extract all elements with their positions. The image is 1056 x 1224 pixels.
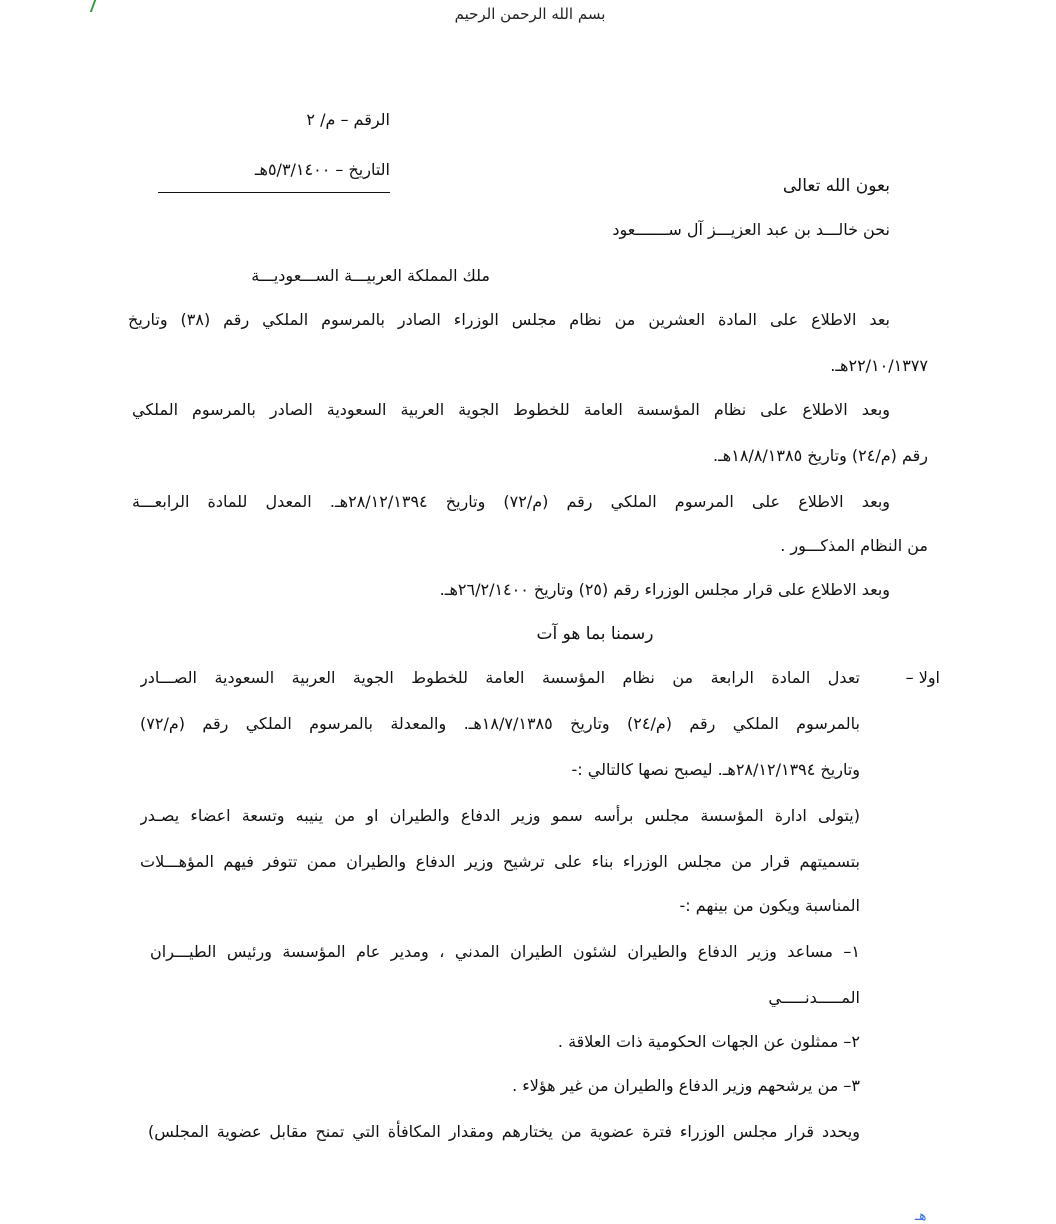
article-text-line-2: بتسميتهم قرار من مجلس الوزراء بناء على ترشيح وزير الدفاع والطيران ممن تتوفر فيهم المؤهـــلات: [140, 852, 860, 871]
list-item-2: ٢– ممثلون عن الجهات الحكومية ذات العلاقة .: [557, 1032, 860, 1051]
sovereign-title: ملك المملكة العربيـــة الســـعوديـــة: [251, 266, 490, 285]
bismillah-header: بسم الله الرحمن الرحيم: [454, 5, 606, 23]
reference-number: الرقم – م/ ٢: [306, 110, 390, 129]
recital-3-line-1: وبعد الاطلاع على المرسوم الملكي رقم (م/٧٢) وتاريخ ٢٨/١٢/١٣٩٤هـ. المعدل للمادة الرابعـــة: [132, 492, 890, 511]
list-item-1-line-2: المـــــدنـــــي: [768, 988, 860, 1007]
closing-clause: ويحدد قرار مجلس الوزراء فترة عضوية من يختارهم ومقدار المكافأة التي تمنح مقابل عضوية المجلس): [148, 1122, 860, 1141]
list-item-3: ٣– من يرشحهم وزير الدفاع والطيران من غير هؤلاء .: [512, 1076, 860, 1095]
recital-4: وبعد الاطلاع على قرار مجلس الوزراء رقم (٢٥) وتاريخ ٢٦/٢/١٤٠٠هـ.: [439, 580, 890, 599]
recital-2-line-1: وبعد الاطلاع على نظام المؤسسة العامة للخطوط الجوية العربية السعودية الصادر بالمرسوم الملكي: [132, 400, 890, 419]
article-1-line-1: تعدل المادة الرابعة من نظام المؤسسة العامة للخطوط الجوية العربية السعودية الصـــادر: [140, 668, 860, 687]
sovereign-name: نحن خالـــد بن عبد العزيـــز آل ســـــــعود: [612, 220, 890, 239]
recital-1-line-1: بعد الاطلاع على المادة العشرين من نظام مجلس الوزراء الصادر بالمرسوم الملكي رقم (٣٨) وتاريخ: [128, 310, 890, 329]
article-1-line-2: بالمرسوم الملكي رقم (م/٢٤) وتاريخ ١٨/٧/١٣٨٥هـ. والمعدلة بالمرسوم الملكي رقم (م/٧٢): [140, 714, 860, 733]
list-item-1-line-1: ١– مساعد وزير الدفاع والطيران لشئون الطيران المدني ، ومدير عام المؤسسة ورئيس الطيـــران: [150, 942, 860, 961]
article-1-label: اولا –: [905, 668, 940, 687]
date-underline: [158, 192, 390, 193]
decree-heading: رسمنا بما هو آت: [536, 624, 654, 644]
article-text-line-3: المناسبة ويكون من بينهم :-: [679, 896, 860, 915]
corner-stamp-mark: [90, 0, 110, 12]
document-date: التاريخ – ٥/٣/١٤٠٠هـ: [254, 160, 390, 179]
recital-3-line-2: من النظام المذكـــور .: [780, 536, 928, 555]
article-1-line-3: وتاريخ ٢٨/١٢/١٣٩٤هـ. ليصبح نصها كالتالي :-: [571, 760, 860, 779]
invocation: بعون الله تعالى: [782, 176, 890, 196]
recital-2-line-2: رقم (م/٢٤) وتاريخ ١٨/٨/١٣٨٥هـ.: [713, 446, 928, 465]
article-text-line-1: (يتولى ادارة المؤسسة مجلس برأسه سمو وزير الدفاع والطيران او من ينيبه وتسعة اعضاء يصـدر: [140, 806, 860, 825]
recital-1-line-2: ٢٢/١٠/١٣٧٧هـ.: [830, 356, 928, 375]
footer-mark: هـ: [915, 1208, 927, 1224]
